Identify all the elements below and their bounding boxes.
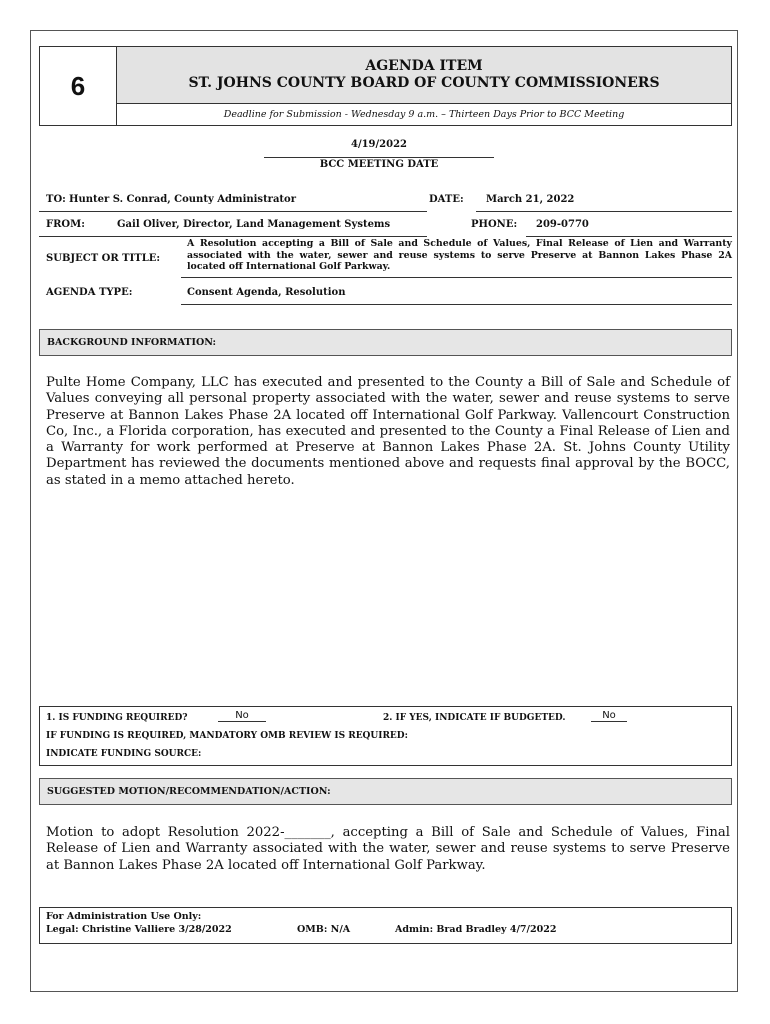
legal-review: Legal: Christine Valliere 3/28/2022 [46,924,232,935]
header-line-board: ST. JOHNS COUNTY BOARD OF COUNTY COMMISSIONERS [188,75,660,91]
agenda-type-value: Consent Agenda, Resolution [187,287,346,298]
motion-text: Motion to adopt Resolution 2022-_______, accepting a Bill of Sale and Schedule of Values, Final Release of Lien and Warranty associated with the water, sewer and reuse systems to serve Preserve at Bannon Lakes Phase 2A located off International Golf Parkway. [46,825,730,873]
agenda-type-underline [181,304,732,305]
funding-required-value: No [218,710,266,722]
header-title [117,47,731,104]
to-label: TO: [46,194,66,205]
phone-underline [526,236,732,237]
subject-value: A Resolution accepting a Bill of Sale and Schedule of Values, Final Release of Lien and Warranty associated with the water, sewer and reuse systems to serve Preserve at Bannon Lakes Phase 2A located off International Golf Parkway. [187,238,732,272]
background-heading: BACKGROUND INFORMATION: [39,329,732,356]
meeting-date-underline [264,157,494,158]
agenda-form [30,30,738,992]
agenda-item-number: 6 [40,47,117,125]
omb-review-note: IF FUNDING IS REQUIRED, MANDATORY OMB REVIEW IS REQUIRED: [46,731,408,741]
to-underline [39,211,427,212]
funding-source-label: INDICATE FUNDING SOURCE: [46,749,202,759]
funding-required-label: 1. IS FUNDING REQUIRED? [46,713,188,723]
header-line-agenda-item: AGENDA ITEM [365,58,483,74]
admin-box [39,907,732,944]
omb-review: OMB: N/A [297,924,351,935]
from-value: Gail Oliver, Director, Land Management Systems [117,219,391,230]
to-value: Hunter S. Conrad, County Administrator [69,194,296,205]
phone-value: 209-0770 [536,219,589,230]
funding-budgeted-value: No [591,710,627,722]
agenda-type-label: AGENDA TYPE: [46,287,133,298]
date-value: March 21, 2022 [486,194,575,205]
admin-review: Admin: Brad Bradley 4/7/2022 [395,924,557,935]
date-label: DATE: [429,194,464,205]
funding-budgeted-label: 2. IF YES, INDICATE IF BUDGETED. [383,713,566,723]
submission-deadline: Deadline for Submission - Wednesday 9 a.m. – Thirteen Days Prior to BCC Meeting [223,109,625,120]
subject-underline [181,277,732,278]
admin-heading: For Administration Use Only: [46,911,202,922]
meeting-date-label: BCC MEETING DATE [319,159,439,170]
background-text: Pulte Home Company, LLC has executed and presented to the County a Bill of Sale and Schedule of Values conveying all personal property associated with the water, sewer and reuse systems to serve Preserve at Bannon Lakes Phase 2A located off International Golf Parkway. Vallencourt Construction Co, Inc., a Florida corporation, has executed and presented to the County a Final Release of Lien and a Warranty for work performed at Preserve at Bannon Lakes Phase 2A. St. Johns County Utility Department has reviewed the documents mentioned above and requests final approval by the BOCC, as stated in a memo attached hereto. [46,375,730,488]
from-label: FROM: [46,219,85,230]
agenda-header [39,46,732,126]
motion-heading: SUGGESTED MOTION/RECOMMENDATION/ACTION: [39,778,732,805]
date-underline [476,211,732,212]
meeting-date: 4/19/2022 [350,139,407,150]
funding-box [39,706,732,766]
phone-label: PHONE: [471,219,518,230]
subject-label: SUBJECT OR TITLE: [46,253,161,264]
from-underline [39,236,427,237]
